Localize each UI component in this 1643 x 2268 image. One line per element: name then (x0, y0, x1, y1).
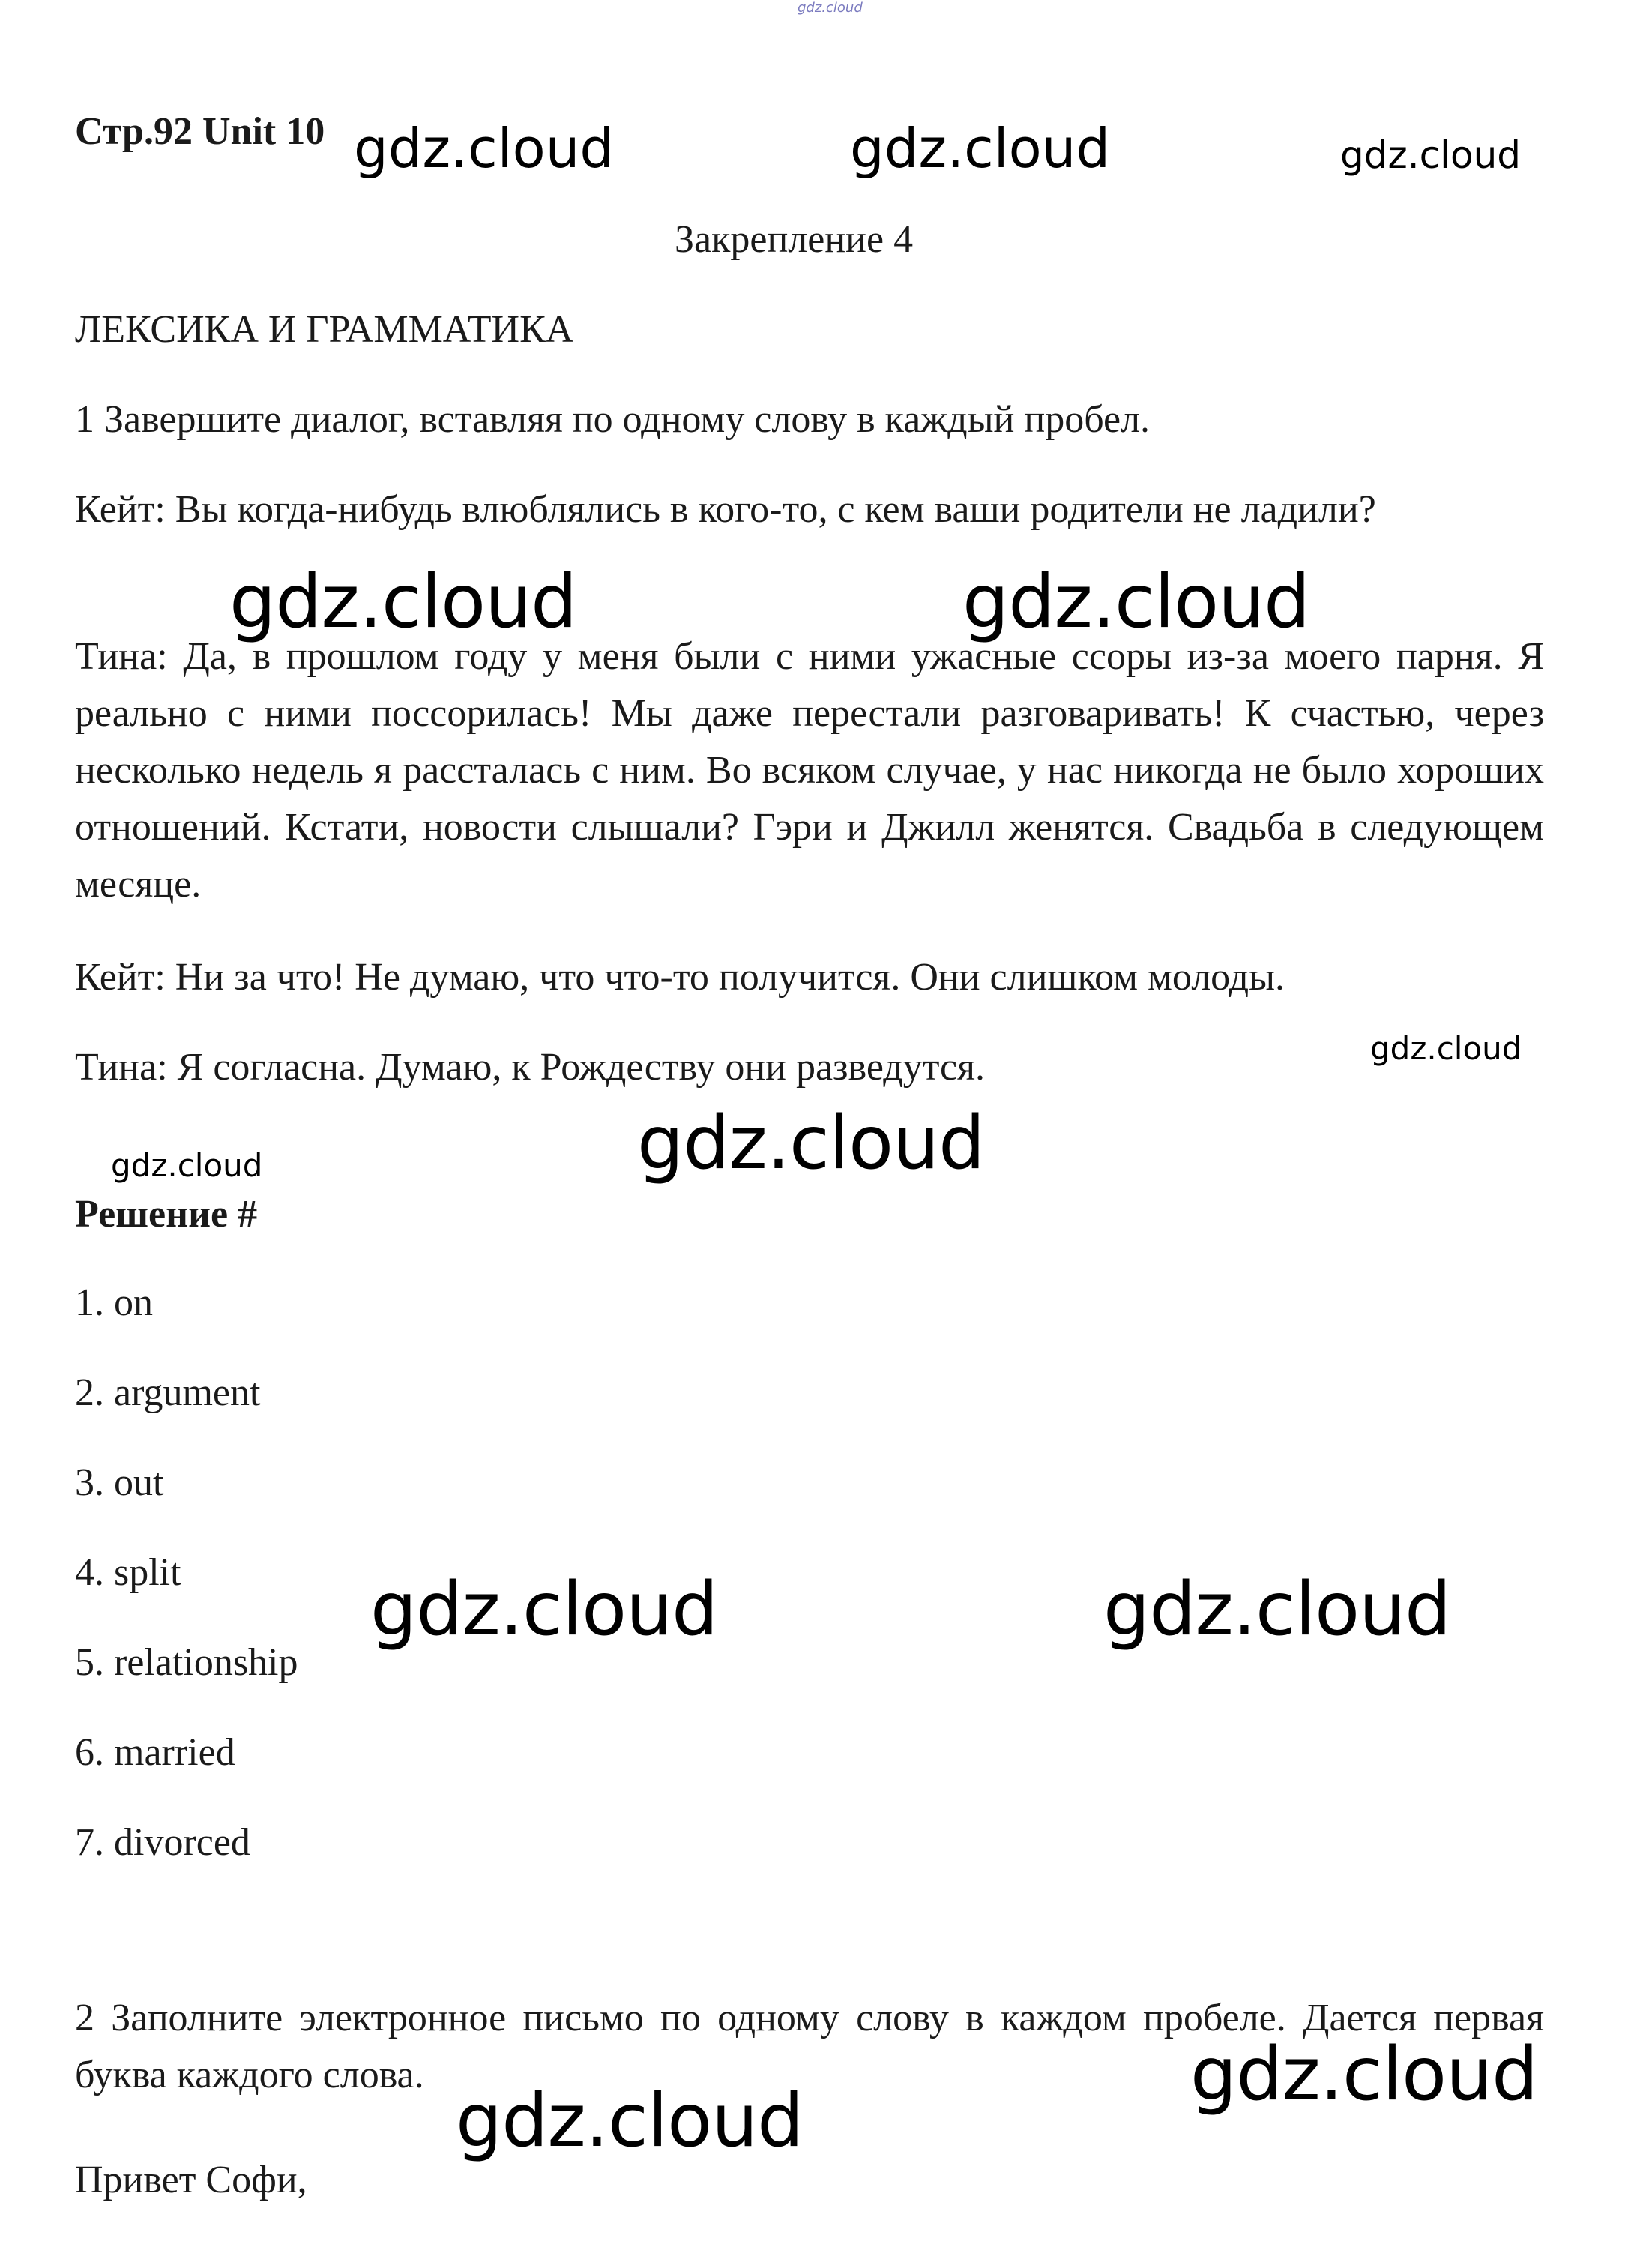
dialogue-line-tina-2: Тина: Я согласна. Думаю, к Рождеству они разведутся. (75, 1046, 986, 1089)
dialogue-line-tina-1: Тина: Да, в прошлом году у меня были с ними ужасные ссоры из-за моего парня. Я реально с ними поссорилась! Мы даже перестали разговаривать! К счастью, через несколько недель я рассталась с ним. Во всяком случае, у нас никогда не было хороших отношений. Кстати, новости слышали? Гэри и Джилл женятся. Свадьба в следующем месяце. (75, 635, 1544, 906)
exercise2-instruction: 2 Заполните электронное письмо по одному слову в каждом пробеле. Дается первая буква каждого слова. (75, 1997, 1544, 2096)
answer-item: 6. married (75, 1731, 235, 1774)
answer-item: 3. out (75, 1461, 164, 1504)
watermark: gdz.cloud (456, 2078, 804, 2164)
answer-item: 4. split (75, 1551, 181, 1594)
dialogue-line-kate-1: Кейт: Вы когда-нибудь влюблялись в кого-то, с кем ваши родители не ладили? (75, 488, 1376, 531)
watermark: gdz.cloud (370, 1567, 718, 1652)
answer-item: 1. on (75, 1281, 153, 1324)
email-greeting: Привет Софи, (75, 2159, 307, 2201)
answer-item: 7. divorced (75, 1821, 250, 1864)
watermark: gdz.cloud (962, 559, 1310, 645)
watermark: gdz.cloud (1340, 133, 1522, 177)
watermark: gdz.cloud (637, 1101, 985, 1186)
watermark: gdz.cloud (1103, 1567, 1451, 1652)
section-heading: ЛЕКСИКА И ГРАММАТИКА (75, 308, 574, 351)
page-reference: Стр.92 Unit 10 (75, 110, 325, 153)
watermark: gdz.cloud (1370, 1030, 1522, 1067)
watermark-top: gdz.cloud (798, 0, 863, 16)
watermark: gdz.cloud (850, 117, 1111, 180)
watermark: gdz.cloud (1190, 2032, 1538, 2117)
watermark: gdz.cloud (111, 1147, 263, 1184)
watermark: gdz.cloud (354, 117, 615, 180)
answer-item: 2. argument (75, 1371, 261, 1414)
answer-item: 5. relationship (75, 1641, 298, 1684)
dialogue-line-kate-2: Кейт: Ни за что! Не думаю, что что-то получится. Они слишком молоды. (75, 956, 1285, 999)
watermark: gdz.cloud (229, 559, 577, 645)
solution-heading: Решение # (75, 1193, 258, 1236)
page-title: Закрепление 4 (675, 218, 914, 261)
exercise1-instruction: 1 Завершите диалог, вставляя по одному слову в каждый пробел. (75, 398, 1151, 441)
